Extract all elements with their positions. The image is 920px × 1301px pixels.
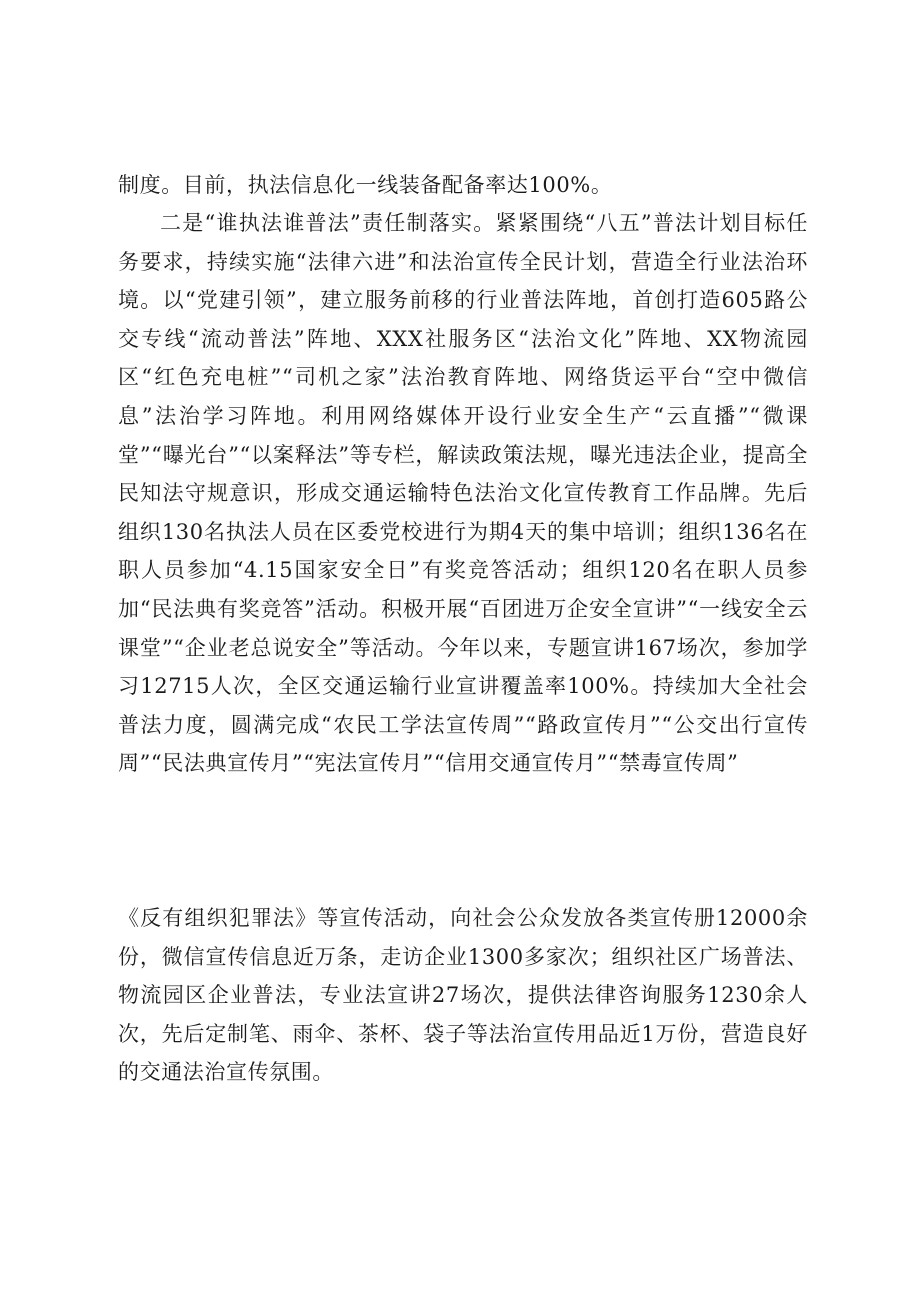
paragraph-equipment-rate: 制度。目前，执法信息化一线装备配备率达100%。: [118, 173, 613, 197]
paragraph-law-publicity-responsibility: 二是“谁执法谁普法”责任制落实。紧紧围绕“八五”普法计划目标任务要求，持续实施“法律六进”和法治宣传全民计划，营造全行业法治环境。以“党建引领”，建立服务前移的行业普法阵地，首创打造605路公交专线“流动普法”阵地、XXX社服务区“法治文化”阵地、XX物流园区“红色充电桩”“司机之家”法治教育阵地、网络货运平台“空中微信息”法治学习阵地。利用网络媒体开设行业安全生产“云直播”“微课堂”“曝光台”“以案释法”等专栏，解读政策法规，曝光违法企业，提高全民知法守规意识，形成交通运输特色法治文化宣传教育工作品牌。先后组织130名执法人员在区委党校进行为期4天的集中培训；组织136名在职人员参加“4.15国家安全日”有奖竞答活动；组织120名在职人员参加“民法典有奖竞答”活动。积极开展“百团进万企安全宣讲”“一线安全云课堂”“企业老总说安全”等活动。今年以来，专题宣讲167场次，参加学习12715人次，全区交通运输行业宣讲覆盖率100%。持续加大全社会普法力度，圆满完成“农民工学法宣传周”“路政宣传月”“公交出行宣传周”“民法典宣传月”“宪法宣传月”“信用交通宣传月”“禁毒宣传周”: [118, 211, 808, 776]
paragraph-publicity-activities: 《反有组织犯罪法》等宣传活动，向社会公众发放各类宣传册12000余份，微信宣传信息近万条，走访企业1300多家次；组织社区广场普法、物流园区企业普法，专业法宣讲27场次，提供法律咨询服务1230余人次，先后定制笔、雨伞、茶杯、袋子等法治宣传用品近1万份，营造良好的交通法治宣传氛围。: [118, 906, 808, 1085]
